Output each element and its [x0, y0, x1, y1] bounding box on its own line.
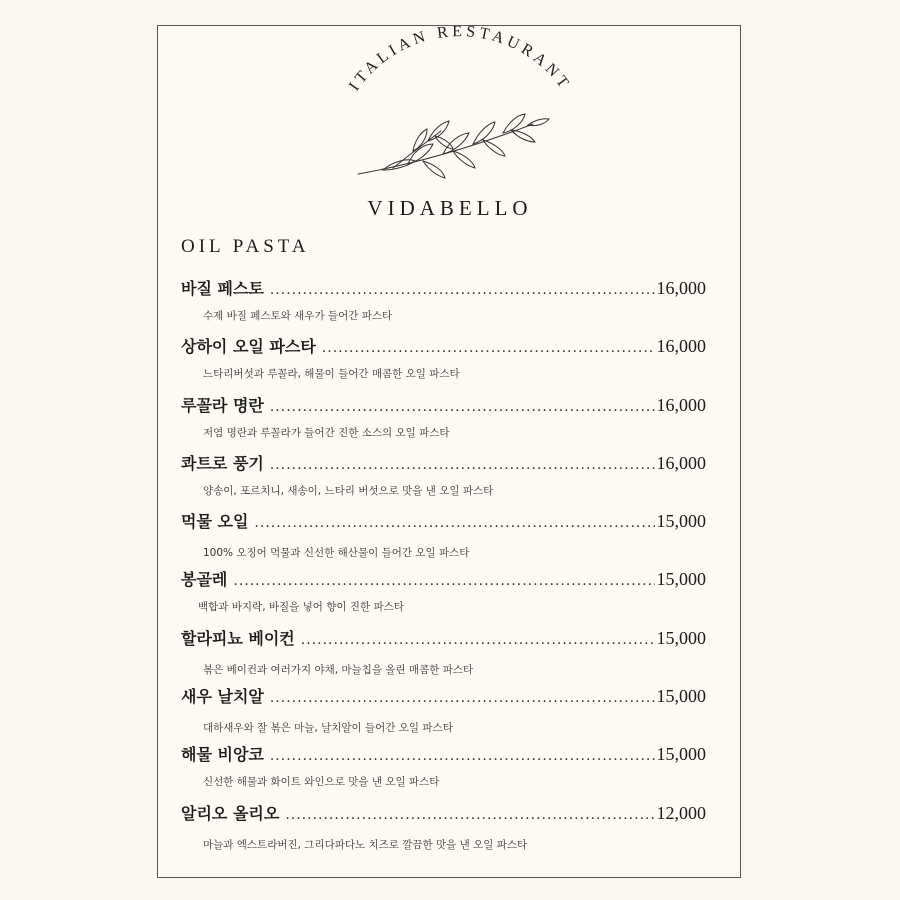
item-price: 15,000 — [656, 686, 706, 707]
item-description: 양송이, 포르치니, 새송이, 느타리 버섯으로 맛을 낸 오일 파스타 — [203, 484, 494, 497]
dot-leader — [270, 282, 655, 298]
item-name: 알리오 올리오 — [181, 803, 280, 823]
item-name: 먹물 오일 — [181, 512, 249, 532]
item-price: 15,000 — [656, 511, 706, 532]
section-title: OIL PASTA — [181, 236, 310, 257]
item-description: 볶은 베이컨과 여러가지 야채, 마늘칩을 올린 매콤한 파스타 — [203, 663, 474, 676]
item-price: 15,000 — [656, 569, 706, 590]
dot-leader — [322, 340, 655, 356]
item-name: 루꼴라 명란 — [181, 395, 264, 415]
item-name: 상하이 오일 파스타 — [181, 337, 316, 357]
item-description: 느타리버섯과 루꼴라, 해물이 들어간 매콤한 오일 파스타 — [203, 368, 460, 381]
menu-card — [157, 25, 741, 878]
item-price: 15,000 — [656, 627, 706, 648]
menu-item — [181, 276, 706, 334]
menu-item — [181, 509, 706, 567]
item-name: 해물 비앙코 — [181, 745, 264, 765]
item-name: 콰트로 풍기 — [181, 453, 264, 473]
item-name: 할라피뇨 베이컨 — [181, 628, 295, 648]
dot-leader — [270, 399, 655, 415]
item-price: 16,000 — [656, 336, 706, 357]
item-description: 백합과 바지락, 바질을 넣어 향이 진한 파스타 — [198, 601, 404, 614]
item-name: 새우 날치알 — [181, 687, 264, 707]
restaurant-tagline: ITALIAN RESTAURANT — [345, 26, 574, 95]
dot-leader — [301, 632, 655, 648]
menu-item — [181, 801, 706, 859]
item-description: 수제 바질 페스토와 새우가 들어간 파스타 — [203, 310, 393, 322]
menu-item — [181, 684, 706, 742]
menu-item — [181, 742, 706, 800]
menu-item — [181, 334, 706, 392]
item-price: 16,000 — [656, 278, 706, 298]
dot-leader — [233, 573, 654, 589]
dot-leader — [270, 748, 655, 764]
item-description: 대하새우와 잘 볶은 마늘, 날치알이 들어간 오일 파스타 — [203, 722, 453, 735]
item-description: 저염 명란과 루꼴라가 들어간 진한 소스의 오일 파스타 — [203, 426, 450, 439]
menu-item — [181, 567, 706, 625]
dot-leader — [285, 807, 654, 823]
menu-item — [181, 451, 706, 509]
item-description: 신선한 해물과 화이트 와인으로 맛을 낸 오일 파스타 — [203, 776, 440, 789]
dot-leader — [270, 457, 655, 473]
item-name: 봉골레 — [181, 570, 228, 590]
item-description: 마늘과 엑스트라버진, 그리다파다노 치즈로 깔끔한 맛을 낸 오일 파스타 — [203, 838, 528, 851]
menu-item — [181, 393, 706, 451]
item-price: 16,000 — [656, 394, 706, 415]
restaurant-name: VIDABELLO — [367, 196, 533, 220]
item-name: 바질 페스토 — [181, 279, 264, 298]
olive-branch-icon — [353, 106, 553, 186]
item-price: 12,000 — [656, 802, 706, 823]
dot-leader — [270, 690, 655, 706]
menu-list — [181, 276, 706, 859]
item-price: 15,000 — [656, 744, 706, 765]
menu-item — [181, 626, 706, 684]
item-price: 16,000 — [656, 452, 706, 473]
dot-leader — [254, 515, 654, 531]
item-description: 100% 오징어 먹물과 신선한 해산물이 들어간 오일 파스타 — [203, 547, 470, 560]
